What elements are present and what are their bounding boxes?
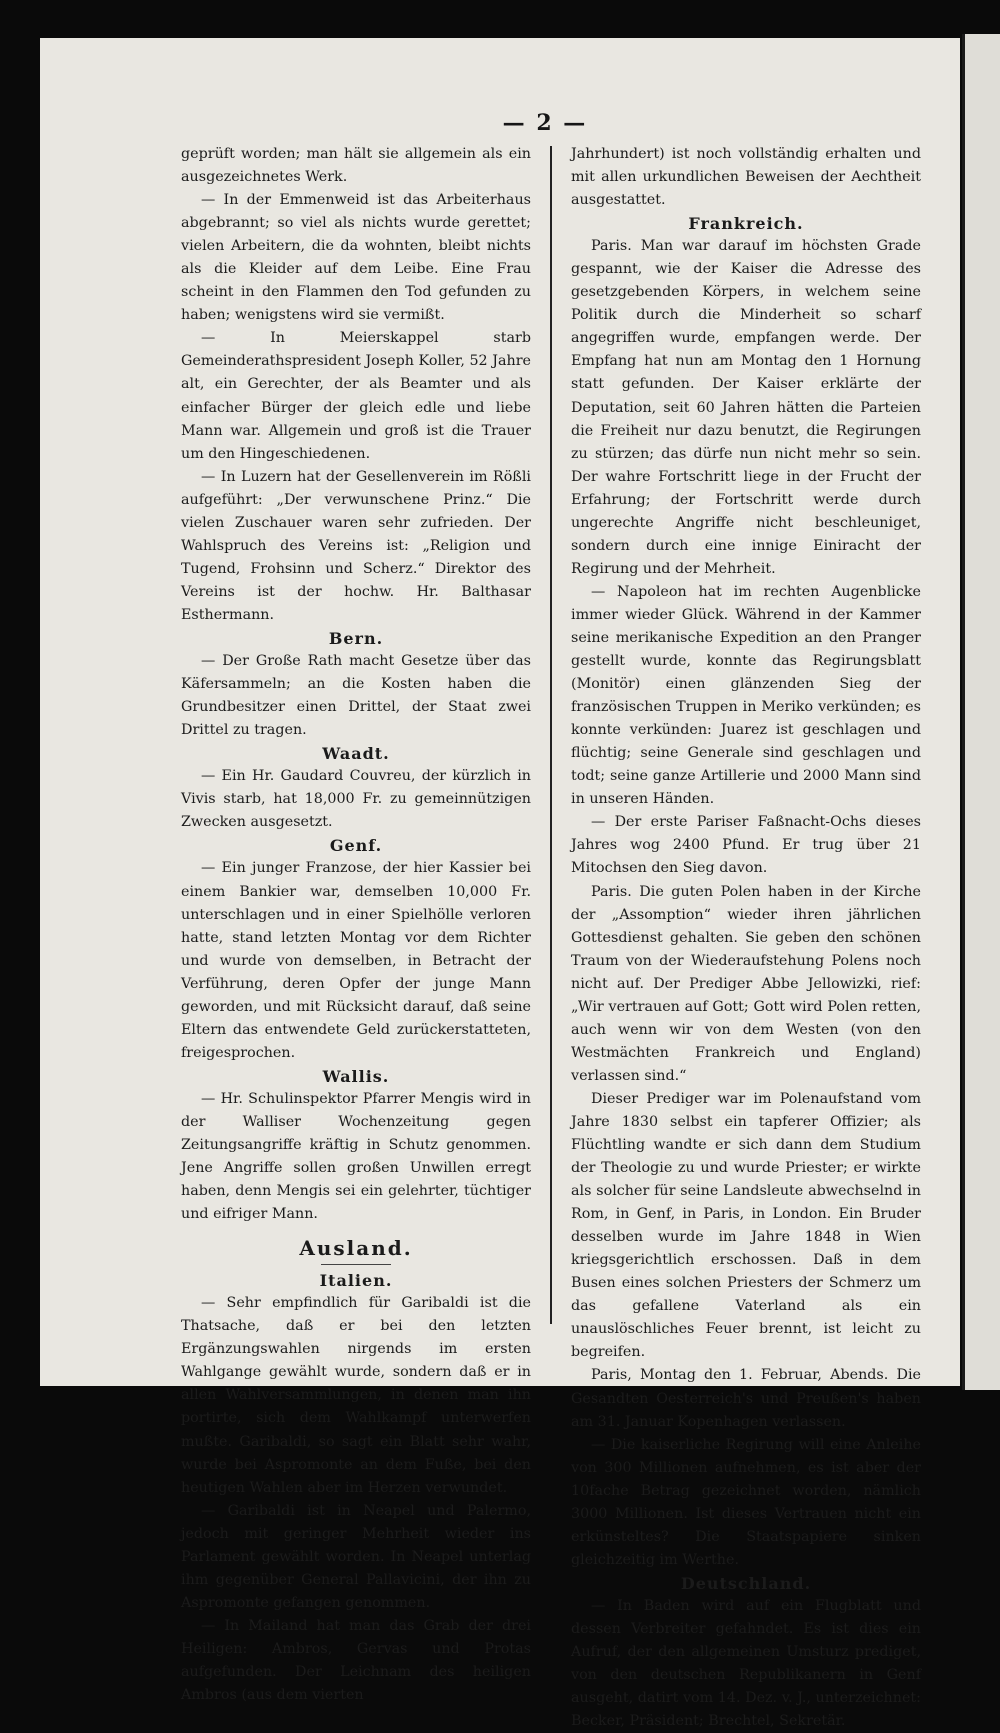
paragraph: — Der erste Pariser Faßnacht-Ochs dieses Jahres wog 2400 Pfund. Er trug über 21 Mitochsen den Sieg davon. — [571, 814, 921, 877]
page-number: — 2 — — [502, 110, 588, 136]
section-heading-bern: Bern. — [328, 628, 384, 648]
section-heading-frankreich: Frankreich. — [688, 214, 804, 234]
paragraph: — Sehr empfindlich für Garibaldi ist die Thatsache, daß er bei den letzten Ergänzungswahlen nirgends im ersten Wahlgange gewählt wurde, sondern daß er in allen Wahlversammlungen, in denen man ihn portirte, sich dem Wahlkampf unterwerfen mußte. Garibaldi, so sagt ein Blatt sehr wahr, wurde bei Aspromonte an dem Fuße, bei den heutigen Wahlen aber im Herzen verwundet. — [181, 1295, 531, 1496]
column-divider — [550, 146, 552, 1324]
section-heading-waadt: Waadt. — [322, 744, 390, 764]
paragraph: — Die kaiserliche Regirung will eine Anleihe von 300 Millionen aufnehmen, es ist aber der 10fache Betrag gezeichnet worden, nämlich 3000 Millionen. Ist dieses Vertrauen nicht ein erkünsteltes? Die Staatspapiere sinken gleichzeitig im Werthe. — [571, 1436, 921, 1568]
paragraph: — Ein junger Franzose, der hier Kassier bei einem Bankier war, demselben 10,000 Fr. unterschlagen und in einer Spielhölle verloren hatte, stand letzten Montag vor dem Richter und wurde von demselben, in Betracht der Verführung, deren Opfer der junge Mann geworden, und mit Rücksicht darauf, daß seine Eltern das entwendete Geld zurückerstatteten, freigesprochen. — [181, 860, 531, 1061]
paragraph: geprüft worden; man hält sie allgemein als ein ausgezeichnetes Werk. — [181, 146, 531, 186]
section-heading-ausland: Ausland. — [299, 1236, 413, 1261]
paragraph: — In Meierskappel starb Gemeinderathspresident Joseph Koller, 52 Jahre alt, ein Gerechter, der als Beamter und als einfacher Bürger der gleich edle und liebe Mann war. Allgemein und groß ist die Trauer um den Hingeschiedenen. — [181, 330, 531, 462]
section-heading-wallis: Wallis. — [322, 1066, 390, 1086]
section-heading-genf: Genf. — [329, 836, 383, 856]
paragraph: — Ein Hr. Gaudard Couvreu, der kürzlich in Vivis starb, hat 18,000 Fr. zu gemeinnützigen Zwecken ausgesetzt. — [181, 768, 531, 831]
paragraph: — Garibaldi ist in Neapel und Palermo, jedoch mit geringer Mehrheit wieder ins Parlament gewählt worden. In Neapel unterlag ihm gegenüber General Pallavicini, der ihn zu Aspromonte gefangen genommen. — [181, 1502, 531, 1611]
paragraph: — In Luzern hat der Gesellenverein im Rößli aufgeführt: „Der verwunschene Prinz.“ Die vielen Zuschauer waren sehr zufrieden. Der Wahlspruch des Vereins ist: „Religion und Tugend, Frohsinn und Scherz.“ Direktor des Vereins ist der hochw. Hr. Balthasar Esthermann. — [181, 468, 531, 623]
paragraph: Paris. Die guten Polen haben in der Kirche der „Assomption“ wieder ihren jährlichen Gottesdienst gehalten. Sie geben den schönen Traum von der Wiederaufstehung Polens noch nicht auf. Der Prediger Abbe Jellowizki, rief: „Wir vertrauen auf Gott; Gott wird Polen retten, auch wenn wir von dem Westen (von den Westmächten Frankreich und England) verlassen sind.“ — [571, 883, 921, 1084]
paragraph: — In Baden wird auf ein Flugblatt und dessen Verbreiter gefahndet. Es ist dies ein Aufruf, der den allgemeinen Umsturz prediget, von den deutschen Republikanern in Genf ausgeht, datirt vom 14. Dez. v. J., unterzeichnet: Becker, Präsident; Brechtel, Sekretär. — [571, 1597, 921, 1730]
paragraph: Jahrhundert) ist noch vollständig erhalten und mit allen urkundlichen Beweisen der Aechtheit ausgestattet. — [571, 146, 921, 209]
adjacent-page-edge — [962, 34, 1000, 1390]
page-fold — [962, 34, 965, 1390]
paragraph: — In Mailand hat man das Grab der drei Heiligen: Ambros, Gervas und Protas aufgefunden. Der Leichnam des heiligen Ambros (aus dem vierten — [181, 1617, 531, 1704]
section-heading-italien: Italien. — [319, 1271, 393, 1291]
paragraph: — Der Große Rath macht Gesetze über das Käfersammeln; an die Kosten haben die Grundbesitzer einen Drittel, der Staat zwei Drittel zu tragen. — [181, 653, 531, 739]
paragraph: — Hr. Schulinspektor Pfarrer Mengis wird in der Walliser Wochenzeitung gegen Zeitungsangriffe kräftig in Schutz genommen. Jene Angriffe sollen großen Unwillen erregt haben, denn Mengis sei ein gelehrter, tüchtiger und eifriger Mann. — [181, 1090, 531, 1223]
right-column — [571, 143, 921, 1733]
paragraph: — In der Emmenweid ist das Arbeiterhaus abgebrannt; so viel als nichts wurde gerettet; vielen Arbeitern, die da wohnten, bleibt nichts als die Kleider auf dem Leibe. Eine Frau scheint in den Flammen den Tod gefunden zu haben; wenigstens wird sie vermißt. — [181, 192, 531, 324]
divider — [321, 1264, 391, 1265]
newspaper-page — [40, 38, 960, 1730]
paragraph: — Napoleon hat im rechten Augenblicke immer wieder Glück. Während in der Kammer seine merikanische Expedition an den Pranger gestellt wurde, konnte das Regirungsblatt (Monitör) einen glänzenden Sieg der französischen Truppen in Meriko verkünden; es konnte verkünden: Juarez ist geschlagen und flüchtig; seine Generale sind geschlagen und todt; seine ganze Artillerie und 2000 Mann sind in unseren Händen. — [571, 583, 921, 808]
left-column — [181, 143, 531, 1707]
paragraph: Paris, Montag den 1. Februar, Abends. Die Gesandten Oesterreich's und Preußen's haben am 31. Januar Kopenhagen verlassen. — [571, 1367, 921, 1430]
paragraph: Dieser Prediger war im Polenaufstand vom Jahre 1830 selbst ein tapferer Offizier; als Flüchtling wandte er sich dann dem Studium der Theologie zu und wurde Priester; er wirkte als solcher für seine Landsleute abwechselnd in Rom, in Genf, in Paris, in London. Ein Bruder desselben wurde im Jahre 1848 in Wien kriegsgerichtlich erschossen. Daß in dem Busen eines solchen Priesters der Schmerz um das gefallene Vaterland als ein unauslöschliches Feuer brennt, ist leicht zu begreifen. — [571, 1090, 921, 1361]
paragraph: Paris. Man war darauf im höchsten Grade gespannt, wie der Kaiser die Adresse des gesetzgebenden Körpers, in welchem seine Politik durch die Minderheit so scharf angegriffen wurde, empfangen werde. Der Empfang hat nun am Montag den 1 Hornung statt gefunden. Der Kaiser erklärte der Deputation, seit 60 Jahren hätten die Parteien die Freiheit nur dazu benutzt, die Regirungen zu stürzen; das dürfe nun nicht mehr so sein. Der wahre Fortschritt liege in der Frucht der Erfahrung; der Fortschritt werde durch ungerechte Angriffe nicht beschleuniget, sondern durch eine innige Einiracht der Regirung und der Mehrheit. — [571, 238, 921, 577]
section-heading-deutschland: Deutschland. — [680, 1573, 812, 1593]
